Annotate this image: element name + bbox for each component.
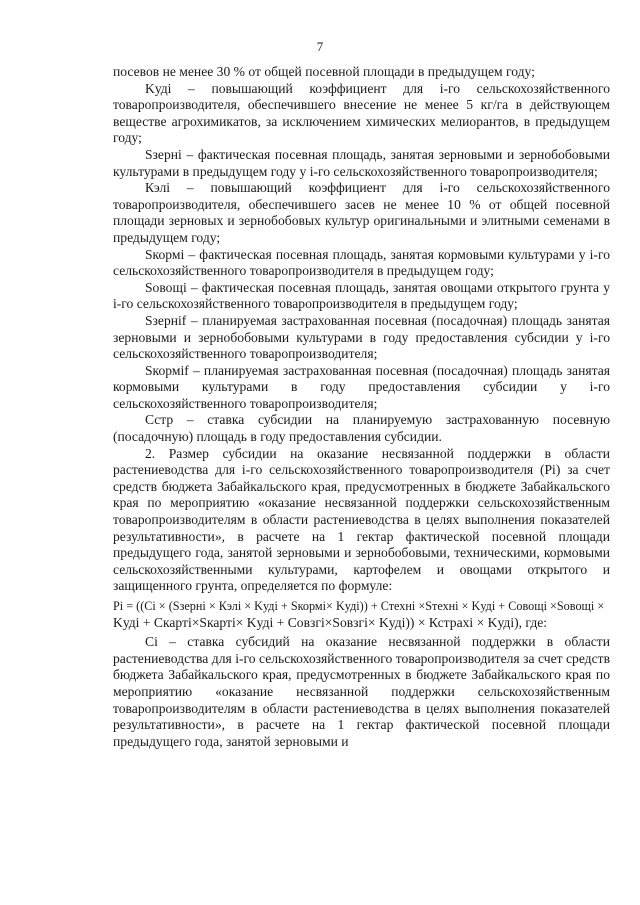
definition-s-zern-if: Sзернif – планируемая застрахованная посевная (посадочная) площадь занятая зерновыми и зернобобовыми культурами в году предоставления субсидии у i-го сельскохозяйственного товаропроизводителя; <box>113 312 610 362</box>
definition-s-ovosh: Sовощi – фактическая посевная площадь, занятая овощами открытого грунта у i-го сельскохозяйственного товаропроизводителя в предыдущем году; <box>113 279 610 312</box>
definition-k-ud: Kудi – повышающий коэффициент для i-го сельскохозяйственного товаропроизводителя, обеспечившего внесение не менее 5 кг/га в действующем веществе агрохимикатов, за исключением химических мелиорантов, в предыдущем году; <box>113 80 610 146</box>
page-number: 7 <box>316 39 324 54</box>
formula-line-1: Pi = ((Ci × (Sзернi × Кэлi × Kудi + Sкормi× Kудi)) + Стехнi ×Sтехнi × Kудi + Совощi ×Sовощi × <box>113 599 605 613</box>
paragraph-2-subsidy-size: 2. Размер субсидии на оказание несвязанной поддержки в области растениеводства для i-го сельскохозяйственного товаропроизводителя (Pi) за счет средств бюджета Забайкальского края, предусмотренных в бюджете Забайкальского края по мероприятию «оказание несвязанной поддержки сельскохозяйственным товаропроизводителям в области растениеводства в целях выполнения показателей результативности», в расчете на 1 гектар фактической посевной площади предыдущего года, занятой зерновыми и зернобобовыми, техническими, кормовыми сельскохозяйственными культурами, картофелем и овощами открытого и защищенного грунта, определяется по формуле: <box>113 445 610 594</box>
definition-c-i: Ci – ставка субсидий на оказание несвязанной поддержки в области растениеводства для i-го сельскохозяйственного товаропроизводителя за счет средств бюджета Забайкальского края, предусмотренных в бюджете Забайкальского края по мероприятию «оказание несвязанной поддержки сельскохозяйственным товаропроизводителям в области растениеводства в целях выполнения показателей результативности», в расчете на 1 гектар фактической посевной площади предыдущего года, занятой зерновыми и <box>113 634 610 749</box>
definition-s-korm-if: Sкормif – планируемая застрахованная посевная (посадочная) площадь занятая кормовыми культурами в году предоставления субсидии у i-го сельскохозяйственного товаропроизводителя; <box>113 362 610 411</box>
definition-s-korm: Sкормi – фактическая посевная площадь, занятая кормовыми культурами у i-го сельскохозяйственного товаропроизводителя в предыдущем году; <box>113 246 610 279</box>
formula-line-2: Kудi + Скартi×Sкартi× Kудi + Совзгi×Sовзгi× Kудi)) × Кстрахi × Kудi), где: <box>113 614 548 630</box>
document-body <box>113 64 610 750</box>
subsidy-formula <box>113 598 610 631</box>
paragraph-continuation: посевов не менее 30 % от общей посевной площади в предыдущем году; <box>113 64 535 79</box>
definition-s-zern: Sзернi – фактическая посевная площадь, занятая зерновыми и зернобобовыми культурами в предыдущем году у i-го сельскохозяйственного товаропроизводителя; <box>113 146 610 179</box>
definition-k-el: Кэлi – повышающий коэффициент для i-го сельскохозяйственного товаропроизводителя, обеспечившего засев не менее 10 % от общей посевной площади зерновых и зернобобовых культур оригинальными и элитными семенами в предыдущем году; <box>113 180 610 245</box>
definition-c-str: Сстр – ставка субсидии на планируемую застрахованную посевную (посадочную) площадь в году предоставления субсидии. <box>113 412 610 445</box>
